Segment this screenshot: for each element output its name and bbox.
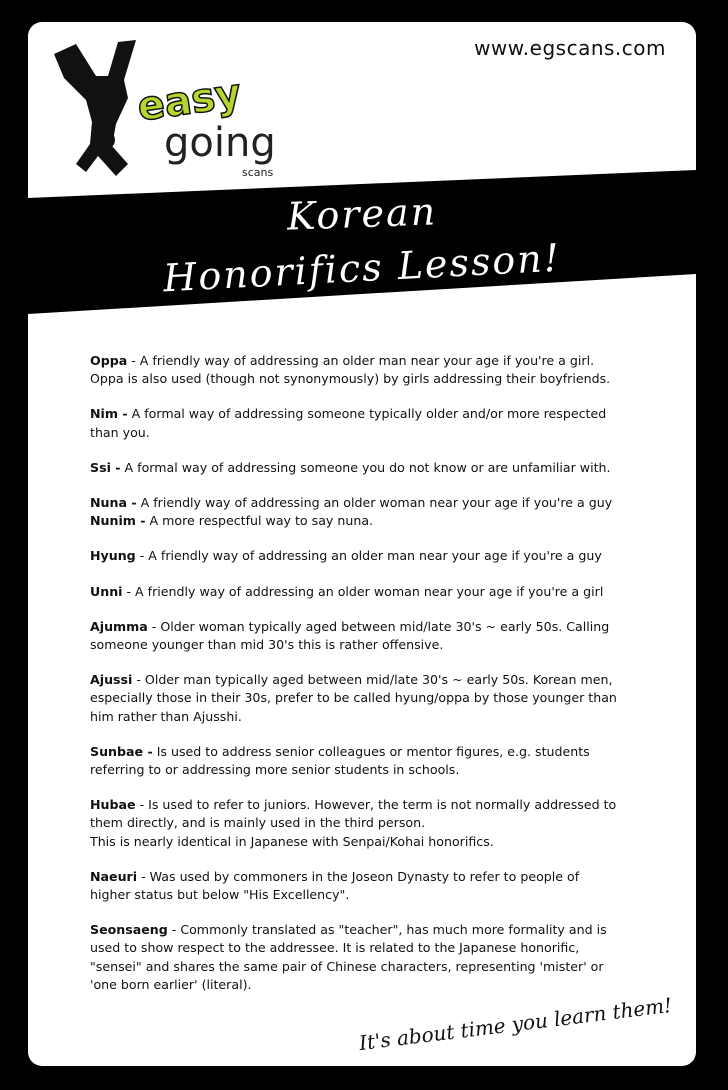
handstand-silhouette-icon — [54, 40, 136, 176]
footer-tagline: It's about time you learn them! — [357, 992, 674, 1056]
honorific-entry — [90, 743, 650, 779]
honorific-entry — [90, 494, 650, 530]
honorific-definition: A more respectful way to say nuna. — [149, 513, 374, 529]
honorific-definition: Is used to address senior colleagues or mentor figures, e.g. students — [156, 743, 590, 759]
site-url: www.egscans.com — [474, 36, 666, 60]
honorific-definition: him rather than Ajusshi. — [90, 708, 242, 724]
honorific-term: Nunim - — [90, 513, 146, 529]
honorific-entry — [90, 405, 650, 441]
lesson-card — [28, 22, 696, 1066]
honorific-definition: Oppa is also used (though not synonymously) by girls addressing their boyfriends. — [90, 371, 611, 387]
honorific-term: Hubae — [90, 797, 136, 813]
honorific-definition: referring to or addressing more senior students in schools. — [90, 762, 460, 778]
honorific-definition: A formal way of addressing someone typically older and/or more respected — [131, 406, 607, 422]
honorific-definition: Older woman typically aged between mid/late 30's ~ early 50s. Calling — [160, 618, 610, 634]
honorific-definition: Older man typically aged between mid/late 30's ~ early 50s. Korean men, — [144, 672, 613, 688]
honorific-definition: higher status but below "His Excellency". — [90, 887, 350, 903]
honorific-term: Nim - — [90, 406, 128, 422]
honorific-definition: 'one born earlier' (literal). — [90, 976, 252, 992]
honorific-entry: Seonsaeng - Commonly translated as "teacher", has much more formality and is used to show respect to the addressee. It is related to the Japanese honorific, "sensei" and shares the same pair of Chinese characters, representing 'mister' or 'one born earlier' (literal). — [90, 922, 607, 992]
honorific-definition: them directly, and is mainly used in the third person. — [90, 815, 426, 831]
logo-word-easy: easy — [134, 70, 244, 131]
honorific-term: Ajussi — [90, 672, 133, 688]
honorific-definition: "sensei" and shares the same pair of Chinese characters, representing 'mister' or — [90, 958, 604, 974]
honorific-definition: A formal way of addressing someone you do not know or are unfamiliar with. — [124, 459, 611, 475]
honorific-term: Oppa — [90, 353, 128, 368]
honorific-definition: A friendly way of addressing an older woman near your age if you're a guy — [140, 495, 613, 511]
easy-going-logo — [46, 36, 296, 186]
honorific-term: Ajumma — [90, 618, 148, 634]
honorific-definition: someone younger than mid 30's this is rather offensive. — [90, 637, 444, 653]
title-line-1: Korean — [286, 189, 438, 239]
honorific-definition: especially those in their 30s, prefer to be called hyung/oppa by those younger than — [90, 690, 617, 706]
honorific-entry: Ajussi - Older man typically aged between mid/late 30's ~ early 50s. Korean men, especially those in their 30s, prefer to be called hyung/oppa by those younger than him rather than Ajusshi. — [90, 672, 617, 724]
honorific-definition: used to show respect to the addressee. It is related to the Japanese honorific, — [90, 940, 580, 956]
honorific-term: Nuna - — [90, 495, 137, 511]
honorific-definition: This is nearly identical in Japanese with Senpai/Kohai honorifics. — [90, 833, 494, 849]
honorific-definition: A friendly way of addressing an older man near your age if you're a girl. — [139, 353, 595, 368]
honorifics-list — [90, 352, 650, 1011]
honorific-definition: A friendly way of addressing an older man near your age if you're a guy — [148, 548, 602, 564]
honorific-term: Unni — [90, 583, 123, 599]
honorific-term: Seonsaeng — [90, 922, 168, 938]
honorific-entry: Ajumma - Older woman typically aged between mid/late 30's ~ early 50s. Calling someone younger than mid 30's this is rather offensive. — [90, 618, 610, 653]
honorific-entry — [90, 459, 650, 477]
honorific-term: Hyung — [90, 548, 136, 564]
honorific-entry: Hubae - Is used to refer to juniors. However, the term is not normally addressed to them directly, and is mainly used in the third person. This is nearly identical in Japanese with Senpai/Kohai honorifics. — [90, 797, 617, 849]
honorific-term: Sunbae - — [90, 743, 153, 759]
honorific-definition: Was used by commoners in the Joseon Dynasty to refer to people of — [149, 868, 580, 884]
honorific-definition: Is used to refer to juniors. However, the term is not normally addressed to — [148, 797, 617, 813]
honorific-term: Naeuri — [90, 868, 138, 884]
honorific-entry: Naeuri - Was used by commoners in the Joseon Dynasty to refer to people of higher status but below "His Excellency". — [90, 868, 580, 903]
honorific-term: Ssi - — [90, 459, 121, 475]
honorific-definition: Commonly translated as "teacher", has much more formality and is — [180, 922, 607, 938]
logo-word-going: going — [164, 120, 276, 166]
logo-word-scans: scans — [242, 166, 274, 179]
honorific-entry: Oppa - A friendly way of addressing an older man near your age if you're a girl. Oppa is also used (though not synonymously) by girls addressing their boyfriends. — [90, 353, 611, 387]
honorific-definition: A friendly way of addressing an older woman near your age if you're a girl — [135, 583, 604, 599]
honorific-entry: Unni - A friendly way of addressing an older woman near your age if you're a girl — [90, 583, 604, 599]
honorific-definition: than you. — [90, 424, 150, 440]
honorific-entry: Hyung - A friendly way of addressing an older man near your age if you're a guy — [90, 548, 602, 564]
title-line-2: Honorifics Lesson! — [162, 235, 562, 301]
